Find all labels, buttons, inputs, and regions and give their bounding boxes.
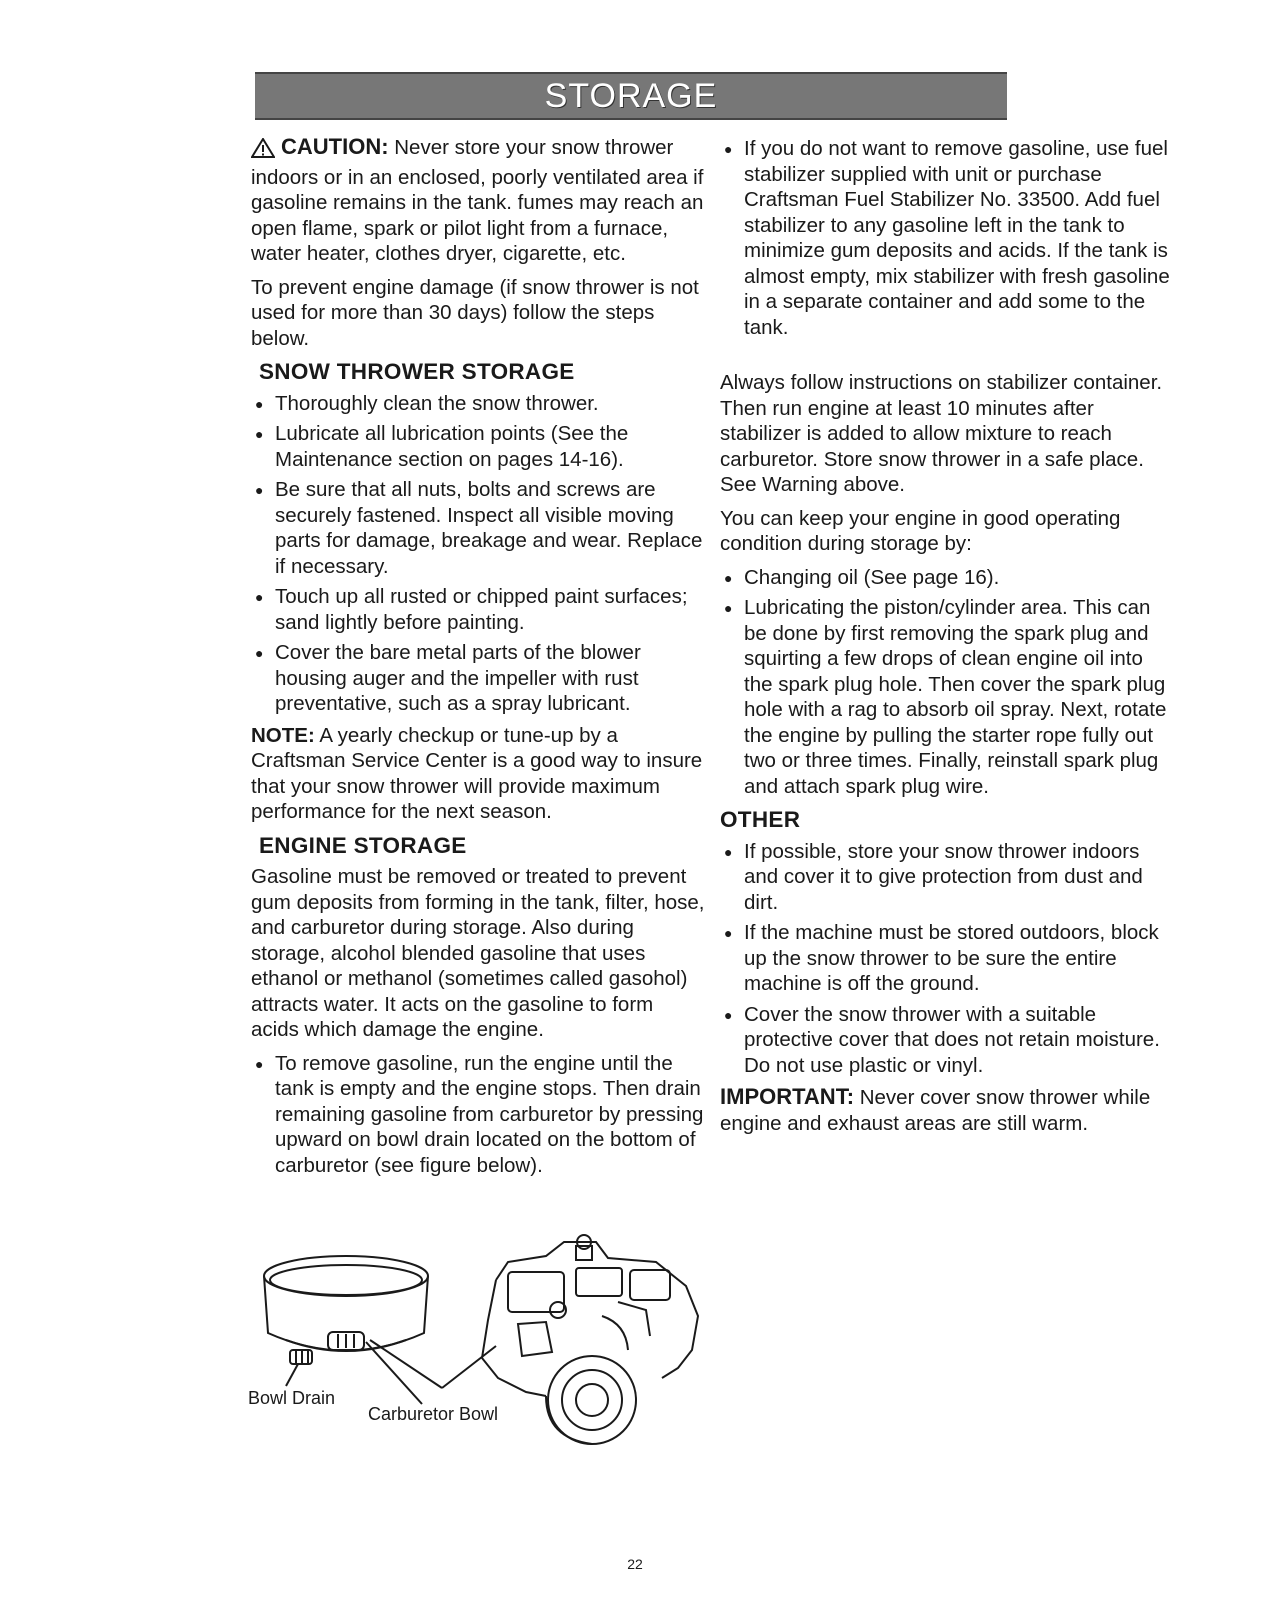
section-banner	[255, 72, 1007, 120]
note-text: A yearly checkup or tune-up by a Craftsman Service Center is a good way to insure that your snow thrower will provide maximum performance for the next season.	[251, 723, 703, 823]
bullet-icon: ●	[255, 589, 264, 605]
engine-storage-heading: ENGINE STORAGE	[259, 832, 467, 858]
list-item: ● To remove gasoline, run the engine until the tank is empty and the engine stops. Then drain remaining gasoline from carburetor by pressing upward on bowl drain located on the bottom of carburetor (see figure below).	[255, 1051, 704, 1177]
list-item: ● Changing oil (See page 16).	[720, 565, 1170, 591]
caution-paragraph	[251, 134, 706, 267]
engine-storage-list	[251, 1051, 706, 1179]
engine-paragraph: Gasoline must be removed or treated to prevent gum deposits from forming in the tank, filter, hose, and carburetor during storage. Also during storage, alcohol blended gasoline that uses ethanol or methanol (sometimes called gasohol) attracts water. It acts on the gasoline to form acids which damage the engine.	[251, 865, 705, 1041]
stabilizer-list	[720, 136, 1170, 340]
bullet-icon: ●	[255, 645, 264, 661]
caution-text: Never store your snow thrower indoors or in an enclosed, poorly ventilated area if gasoline remains in the tank. fumes may reach an open flame, spark or pilot light from a furnace, water heater, clothes dryer, cigarette, etc.	[251, 136, 704, 265]
other-list	[720, 839, 1170, 1079]
bullet-icon: ●	[255, 1055, 264, 1072]
bullet-icon: ●	[724, 141, 733, 157]
always-paragraph: Always follow instructions on stabilizer container. Then run engine at least 10 minutes after stabilizer is added to allow mixture to reach carburetor. Store snow thrower in a safe place. See Warning above.	[720, 371, 1163, 496]
list-item: ● If possible, store your snow thrower indoors and cover it to give protection from dust and dirt.	[724, 839, 1143, 914]
important-text: Never cover snow thrower while engine and exhaust areas are still warm.	[720, 1086, 1151, 1135]
warning-triangle-icon	[251, 138, 275, 165]
section-title: STORAGE	[544, 77, 718, 115]
list-item: ● If the machine must be stored outdoors, block up the snow thrower to be sure the entire machine is off the ground.	[724, 921, 1159, 995]
note-label: NOTE:	[251, 723, 315, 747]
page-number: 22	[627, 1556, 643, 1572]
bullet-icon: ●	[724, 925, 733, 941]
carburetor-figure	[246, 1228, 706, 1458]
list-item: ● Thoroughly clean the snow thrower.	[251, 391, 706, 417]
left-column	[251, 134, 706, 1184]
list-item: ● Touch up all rusted or chipped paint surfaces; sand lightly before painting.	[255, 585, 688, 634]
snow-thrower-storage-heading: SNOW THROWER STORAGE	[259, 359, 575, 384]
bullet-icon: ●	[724, 1006, 733, 1023]
list-item: ● Lubricating the piston/cylinder area. This can be done by first removing the spark plug and squirting a few drops of clean engine oil into the spark plug hole. Then cover the spark plug hole with a rag to absorb oil spray. Next, rotate the engine by pulling the starter rope fully out two or three times. Finally, reinstall spark plug and attach spark plug wire.	[724, 596, 1167, 798]
important-paragraph	[720, 1084, 1170, 1136]
caution-label: CAUTION:	[281, 134, 389, 159]
list-item: ● If you do not want to remove gasoline, use fuel stabilizer supplied with unit or purchase Craftsman Fuel Stabilizer No. 33500. Add fuel stabilizer to any gasoline left in the tank to minimize gum deposits and acids. If the tank is almost empty, mix stabilizer with fresh gasoline in a separate container and add some to the tank.	[724, 137, 1170, 339]
bullet-icon: ●	[724, 843, 733, 860]
other-heading: OTHER	[720, 807, 801, 832]
list-item: ● Be sure that all nuts, bolts and screws are securely fastened. Inspect all visible moving parts for damage, breakage and wear. Replace if necessary.	[255, 478, 703, 578]
spacer	[720, 346, 1170, 370]
list-item: ● Lubricate all lubrication points (See the Maintenance section on pages 14-16).	[255, 422, 629, 471]
keep-list	[720, 565, 1170, 800]
list-item: ● Cover the bare metal parts of the blower housing auger and the impeller with rust preventative, such as a spray lubricant.	[255, 641, 641, 715]
bowl-drain-label: Bowl Drain	[248, 1388, 336, 1408]
bullet-icon: ●	[724, 600, 733, 616]
bullet-icon: ●	[724, 569, 733, 586]
bullet-icon: ●	[255, 426, 264, 442]
list-item: ● Cover the snow thrower with a suitable protective cover that does not retain moisture. Do not use plastic or vinyl.	[724, 1002, 1160, 1077]
bullet-icon: ●	[255, 395, 264, 412]
note-paragraph	[251, 723, 706, 825]
important-label: IMPORTANT:	[720, 1084, 855, 1109]
snow-storage-list	[251, 391, 706, 717]
carburetor-bowl-label: Carburetor Bowl	[368, 1404, 499, 1424]
keep-paragraph: You can keep your engine in good operating condition during storage by:	[720, 506, 1121, 555]
bullet-icon: ●	[255, 482, 264, 498]
right-column	[720, 136, 1170, 1144]
prevent-paragraph: To prevent engine damage (if snow thrower is not used for more than 30 days) follow the steps below.	[251, 275, 699, 350]
